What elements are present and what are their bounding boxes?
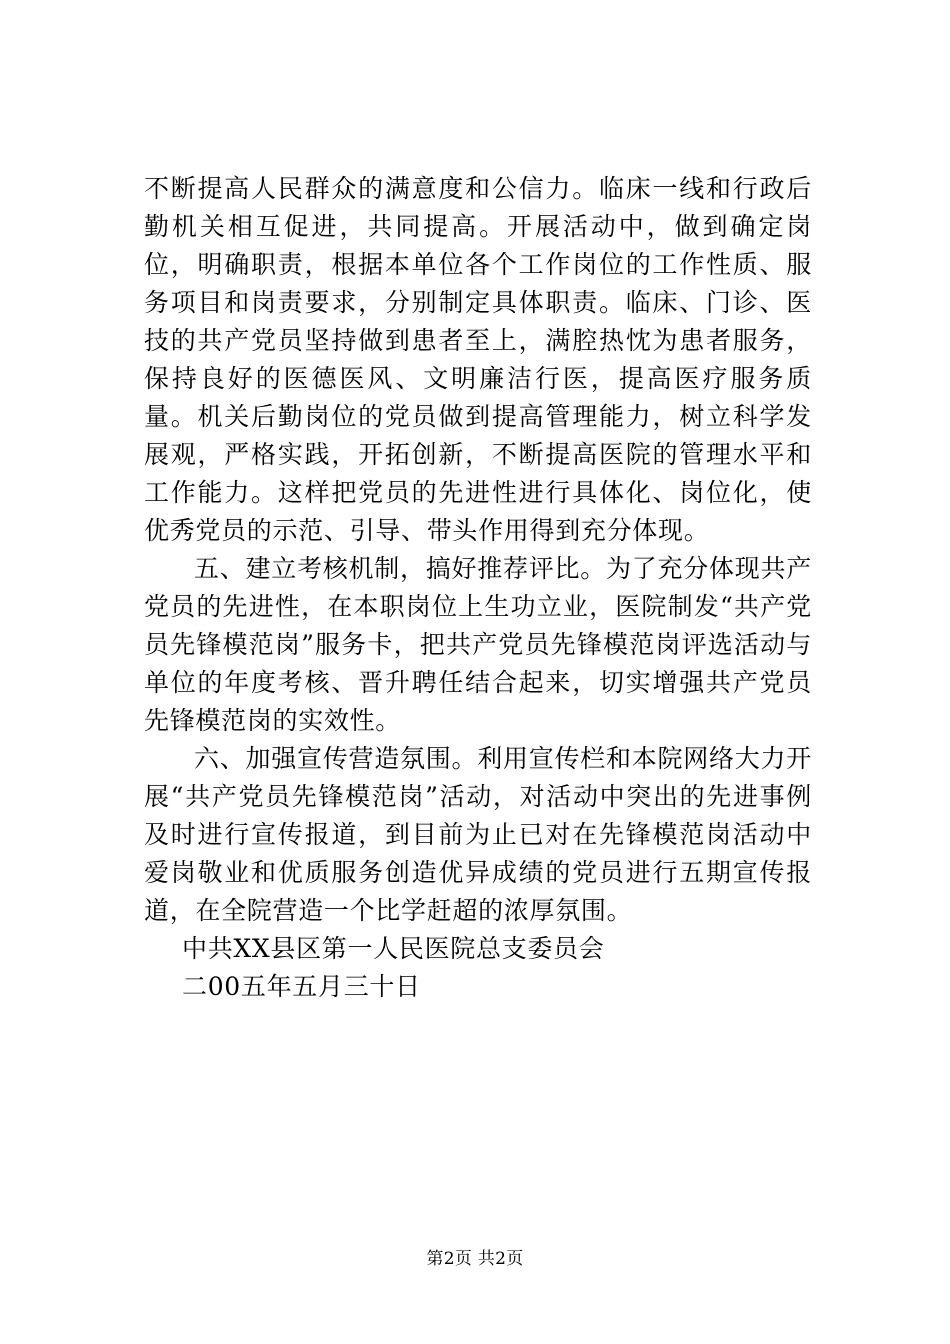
paragraph-section-five: 五、建立考核机制，搞好推荐评比。为了充分体现共产党员的先进性，在本职岗位上生功立业，医院制发“共产党员先锋模范岗”服务卡，把共产党员先锋模范岗评选活动与单位的年度考核、晋升聘任结合起来，切实增强共产党员先锋模范岗的实效性。 <box>144 554 812 735</box>
signature-date: 二00五年五月三十日 <box>182 972 421 1001</box>
document-body <box>144 170 812 1006</box>
page-number-label: 第2页 共2页 <box>426 1249 524 1269</box>
page-footer <box>0 1244 950 1269</box>
signature-organization: 中共XX县区第一人民医院总支委员会 <box>182 934 605 963</box>
paragraph-section-six: 六、加强宣传营造氛围。利用宣传栏和本院网络大力开展“共产党员先锋模范岗”活动，对活动中突出的先进事例及时进行宣传报道，到目前为止已对在先锋模范岗活动中爱岗敬业和优质服务创造优异成绩的党员进行五期宣传报道，在全院营造一个比学赶超的浓厚氛围。 <box>144 744 812 925</box>
paragraph-continuation: 不断提高人民群众的满意度和公信力。临床一线和行政后勤机关相互促进，共同提高。开展活动中，做到确定岗位，明确职责，根据本单位各个工作岗位的工作性质、服务项目和岗责要求，分别制定具体职责。临床、门诊、医技的共产党员坚持做到患者至上，满腔热忱为患者服务，保持良好的医德医风、文明廉洁行医，提高医疗服务质量。机关后勤岗位的党员做到提高管理能力，树立科学发展观，严格实践，开拓创新，不断提高医院的管理水平和工作能力。这样把党员的先进性进行具体化、岗位化，使优秀党员的示范、引导、带头作用得到充分体现。 <box>144 174 812 545</box>
